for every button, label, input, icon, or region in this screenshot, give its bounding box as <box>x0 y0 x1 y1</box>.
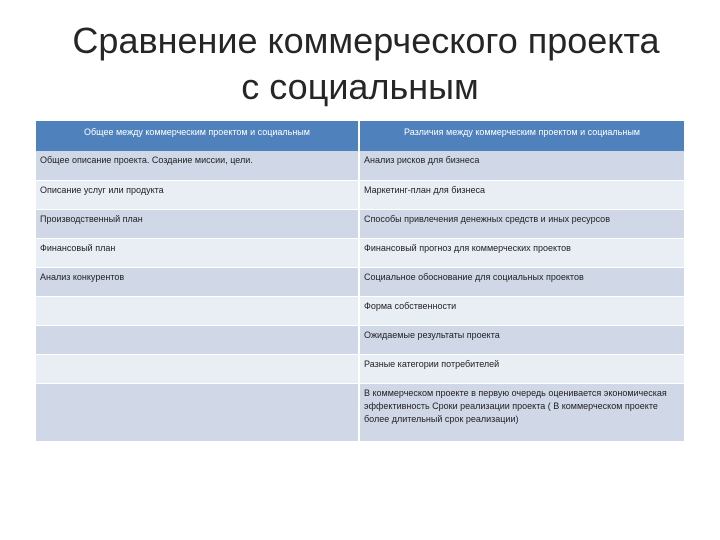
table-row <box>36 209 685 238</box>
table-header-row <box>36 121 685 151</box>
table-row <box>36 383 685 441</box>
cell-difference: Социальное обоснование для социальных проектов <box>359 267 685 296</box>
header-differences: Различия между коммерческим проектом и социальным <box>359 121 685 151</box>
cell-difference: Способы привлечения денежных средств и иных ресурсов <box>359 209 685 238</box>
header-common: Общее между коммерческим проектом и социальным <box>36 121 359 151</box>
cell-common: Производственный план <box>36 209 359 238</box>
slide-title <box>0 18 720 110</box>
table-row <box>36 267 685 296</box>
cell-common: Описание услуг или продукта <box>36 180 359 209</box>
table-row <box>36 325 685 354</box>
comparison-table <box>36 121 686 442</box>
cell-difference: В коммерческом проекте в первую очередь оценивается экономическая эффективность Сроки реализации проекта ( В коммерческом проекте более длительный срок реализации) <box>359 383 685 441</box>
cell-common <box>36 296 359 325</box>
cell-common <box>36 383 359 441</box>
table-row <box>36 296 685 325</box>
table-row <box>36 354 685 383</box>
cell-difference: Анализ рисков для бизнеса <box>359 151 685 180</box>
table-row <box>36 180 685 209</box>
cell-common <box>36 354 359 383</box>
title-line-1: Сравнение коммерческого проекта <box>72 20 660 61</box>
cell-difference: Маркетинг-план для бизнеса <box>359 180 685 209</box>
cell-difference: Финансовый прогноз для коммерческих проектов <box>359 238 685 267</box>
cell-difference: Разные категории потребителей <box>359 354 685 383</box>
cell-common <box>36 325 359 354</box>
cell-common: Анализ конкурентов <box>36 267 359 296</box>
cell-common: Общее описание проекта. Создание миссии, цели. <box>36 151 359 180</box>
cell-difference: Ожидаемые результаты проекта <box>359 325 685 354</box>
table-row <box>36 151 685 180</box>
cell-difference: Форма собственности <box>359 296 685 325</box>
table-row <box>36 238 685 267</box>
title-line-2: с социальным <box>241 66 479 107</box>
cell-common: Финансовый план <box>36 238 359 267</box>
